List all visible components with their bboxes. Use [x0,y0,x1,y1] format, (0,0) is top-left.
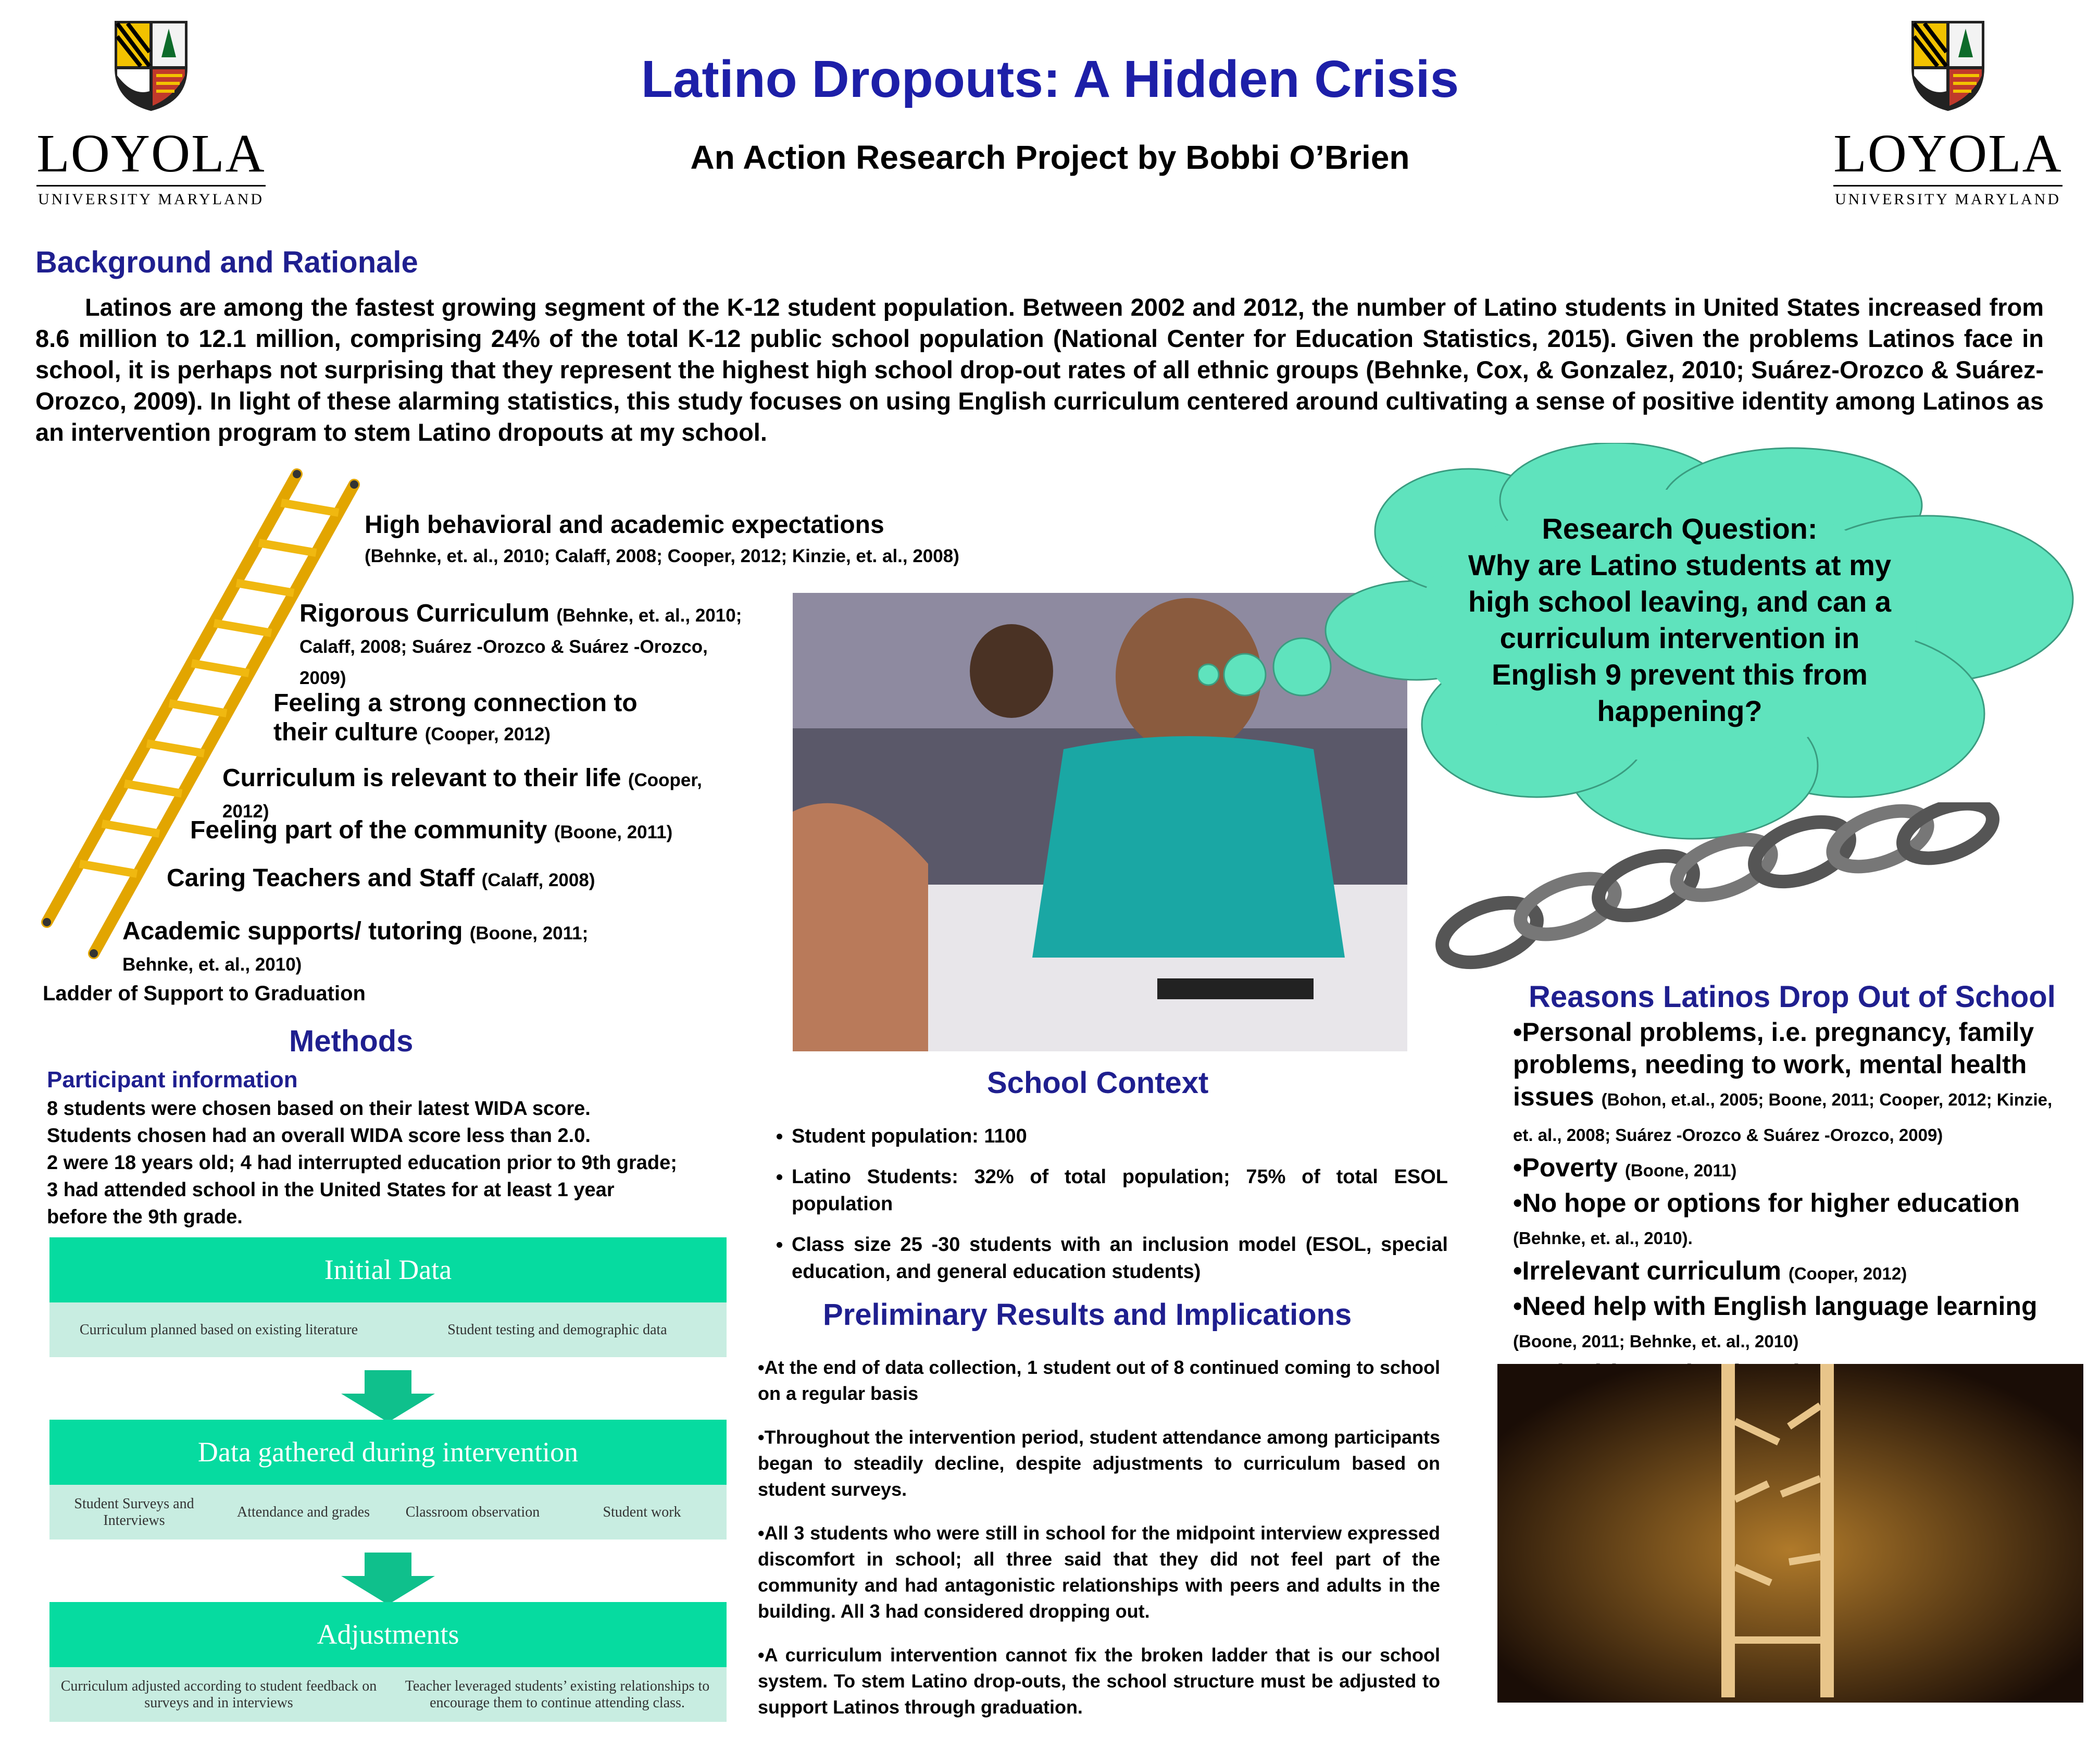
flow-item: Classroom observation [405,1504,540,1520]
flow-item: Attendance and grades [237,1504,370,1520]
participant-line: before the 9th grade. [47,1206,243,1228]
ladder-item-main: Feeling part of the community [190,816,547,844]
ladder-item-cite: (Cooper, 2012) [424,724,551,744]
flow-item: Curriculum adjusted according to student feedback on surveys and in interviews [60,1678,377,1711]
ladder-item-cite: (Behnke, et. al., 2010; Calaff, 2008; Suárez -Orozco & Suárez -Orozco, 2009) [299,605,742,688]
research-question-line: Research Question: [1542,512,1818,545]
ladder-item-main: High behavioral and academic expectations [365,511,884,539]
reasons-item-cite: (Boone, 2011; Behnke, et. al., 2010) [1513,1332,1799,1351]
background-heading: Background and Rationale [35,245,418,279]
participant-line: 8 students were chosen based on their latest WIDA score. [47,1098,591,1120]
research-question-line: curriculum intervention in [1499,622,1860,654]
results-list [758,1355,1440,1738]
research-question-line: happening? [1597,694,1763,727]
school-context-item: • Student population: 1100 [792,1123,1448,1150]
school-context-item: • Class size 25 -30 students with an inclusion model (ESOL, special education, and general education students) [792,1231,1448,1285]
reasons-item-main: •Irrelevant curriculum [1513,1256,1781,1285]
flow-item: Curriculum planned based on existing literature [79,1321,358,1338]
flow-item: Student Surveys and Interviews [74,1495,194,1529]
reasons-item [1513,1151,2076,1187]
participant-info [47,1095,724,1231]
ladder-item-cite: (Behnke, et. al., 2010; Calaff, 2008; Cooper, 2012; Kinzie, et. al., 2008) [365,546,959,566]
ladder-item [122,917,643,979]
ladder-item-main: Rigorous Curriculum [299,600,550,627]
reasons-item-main: •Need help with English language learning [1513,1292,2038,1321]
logo-wordmark: LOYOLA [1833,123,2062,183]
ladder-item [167,864,740,895]
ladder-item [299,599,747,693]
reasons-item [1513,1016,2076,1151]
school-context-list [755,1123,1448,1299]
ladder-item-cite: (Boone, 2011; Behnke, et. al., 2010) [122,923,589,975]
reasons-item [1513,1187,2076,1255]
methods-heading: Methods [289,1024,414,1058]
reasons-item-main: •No hope or options for higher education [1513,1188,2020,1218]
reasons-item-cite: (Behnke, et. al., 2010). [1513,1228,1693,1248]
ladder-item-main: Academic supports/ tutoring [122,917,463,945]
reasons-item-cite: (Cooper, 2012) [1788,1264,1907,1283]
logo-wordmark: LOYOLA [36,123,266,183]
results-item: •At the end of data collection, 1 student out of 8 continued coming to school on a regular basis [758,1357,1440,1404]
logo-subtitle: UNIVERSITY MARYLAND [36,185,266,208]
reasons-item [1513,1290,2076,1358]
reasons-item-main: •Poverty [1513,1153,1618,1182]
school-context-heading: School Context [987,1066,1209,1100]
ladder-item-cite: (Calaff, 2008) [481,870,595,890]
ladder-caption: Ladder of Support to Graduation [43,982,366,1005]
ladder-item-main: Caring Teachers and Staff [167,864,475,892]
flow-item: Student testing and demographic data [447,1321,667,1338]
school-context-item: • Latino Students: 32% of total population; 75% of total ESOL population [792,1163,1448,1218]
results-heading: Preliminary Results and Implications [823,1298,1352,1332]
arrow-down-icon [339,1553,438,1605]
reasons-item-main: •Personal problems, i.e. pregnancy, family problems, needing to work, mental health issues [1513,1017,2034,1111]
ladder-item [365,511,979,571]
broken-ladder-photo [1497,1364,2083,1703]
poster-title: Latino Dropouts: A Hidden Crisis [641,50,1459,108]
flow-initial-data-items [49,1302,727,1357]
research-question-line: high school leaving, and can a [1468,585,1892,618]
results-item: •All 3 students who were still in school for the midpoint interview expressed discomfort in school; all three said that they did not feel part of the community and had antagonistic relationships with peers and adults in the building. All 3 had considered dropping out. [758,1522,1440,1622]
loyola-logo-right [1833,18,2062,208]
flow-intervention-items [49,1485,727,1540]
flow-item: Student work [603,1504,681,1520]
research-question-line: English 9 prevent this from [1492,658,1868,691]
results-item: •A curriculum intervention cannot fix the broken ladder that is our school system. To stem Latino drop-outs, the school structure must be adjusted to support Latinos through graduation. [758,1644,1440,1718]
reasons-item [1513,1255,2076,1290]
background-text: Latinos are among the fastest growing segment of the K-12 student population. Between 2002 and 2012, the number of Latino students in United States increased from 8.6 million to 12.1 million, comprising 24% of the total K-12 public school population (National Center for Education Statistics, 2015). Given the problems Latinos face in school, it is perhaps not surprising that they represent the highest high school drop-out rates of all ethnic groups (Behnke, Cox, & Gonzalez, 2010; Suárez-Orozco & Suárez-Orozco, 2009). In light of these alarming statistics, this study focuses on using English curriculum centered around cultivating a sense of positive identity among Latinos as an intervention program to stem Latino dropouts at my school. [35,293,2044,446]
ladder-item [190,816,763,847]
ladder-item-main: Feeling a strong connection to their culture [273,689,638,746]
ladder-item-cite: (Cooper, 2012) [222,770,702,822]
research-question [1406,511,1953,729]
ladder-item [273,689,690,749]
flow-adjustments-items [49,1667,727,1722]
reasons-item-cite: (Boone, 2011) [1624,1161,1737,1180]
flow-adjustments-title: Adjustments [49,1602,727,1667]
ladder-item-main: Curriculum is relevant to their life [222,764,621,792]
participant-info-heading: Participant information [47,1067,298,1093]
participant-line: 2 were 18 years old; 4 had interrupted education prior to 9th grade; [47,1152,677,1174]
flow-initial-data-title: Initial Data [49,1237,727,1302]
loyola-logo-left [36,18,266,208]
participant-line: 3 had attended school in the United States for at least 1 year [47,1179,615,1201]
results-item: •Throughout the intervention period, student attendance among participants began to steadily decline, despite adjustments to curriculum based on student surveys. [758,1426,1440,1500]
flow-intervention-title: Data gathered during intervention [49,1420,727,1485]
reasons-item-cite: (Bohon, et.al., 2005; Boone, 2011; Cooper, 2012; Kinzie, et. al., 2008; Suárez -Orozco & Suárez -Orozco, 2009) [1513,1090,2053,1145]
arrow-down-icon [339,1370,438,1422]
broken-ladder-illustration [1497,1364,2083,1703]
flow-item: Teacher leveraged students’ existing relationships to encourage them to continue attending class. [405,1678,710,1711]
reasons-heading: Reasons Latinos Drop Out of School [1529,980,2056,1014]
poster-subtitle: An Action Research Project by Bobbi O’Brien [690,139,1410,176]
research-question-line: Why are Latino students at my [1468,549,1892,581]
ladder-item-cite: (Boone, 2011) [554,822,673,842]
participant-line: Students chosen had an overall WIDA score less than 2.0. [47,1125,591,1147]
chain-image [1432,802,2010,974]
logo-subtitle: UNIVERSITY MARYLAND [1833,185,2062,208]
reasons-list [1513,1016,2076,1393]
